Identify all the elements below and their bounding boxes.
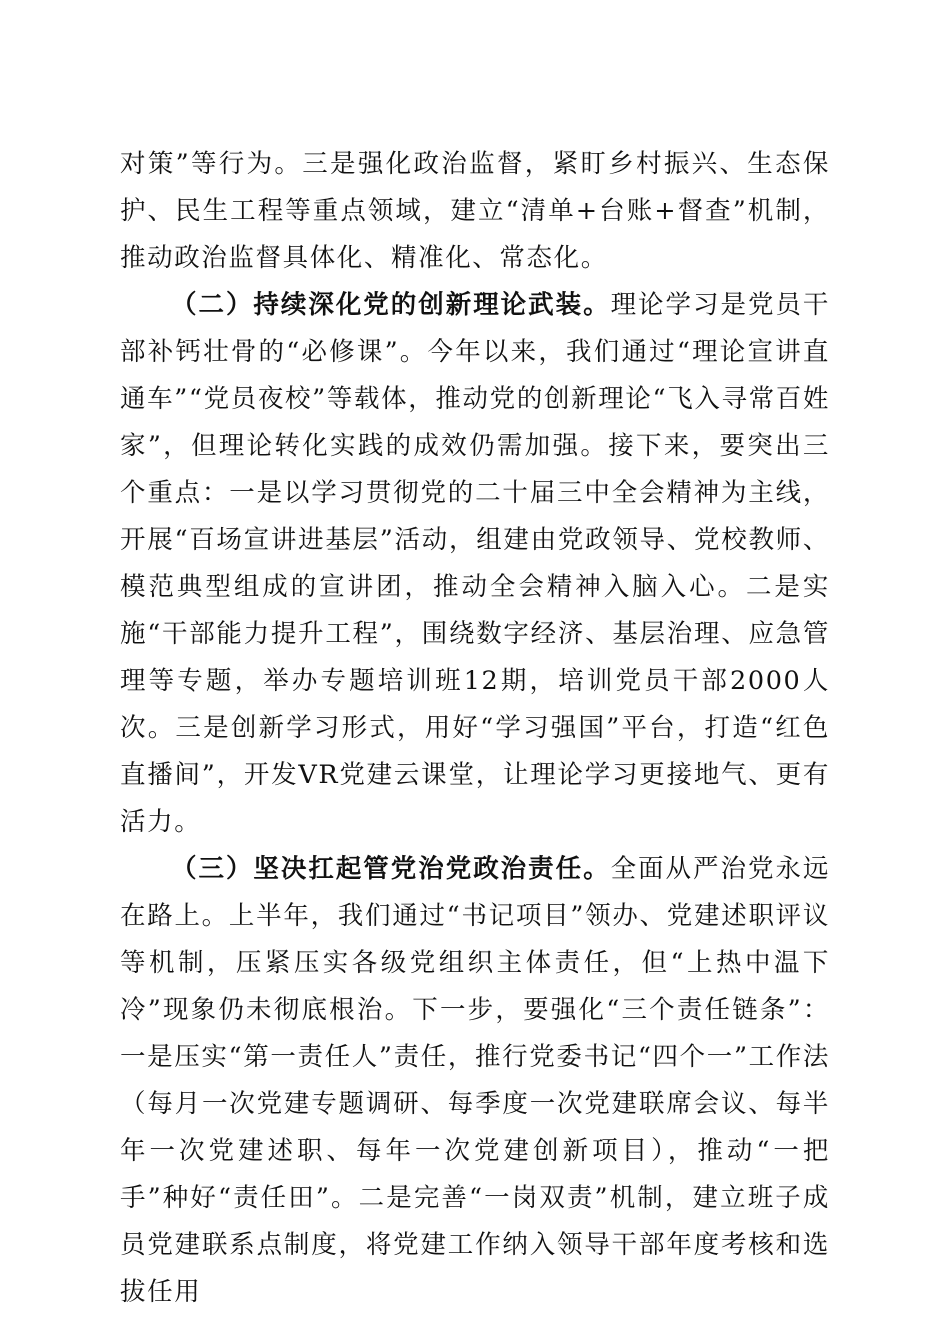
paragraph-1-text: 对策”等行为。三是强化政治监督，紧盯乡村振兴、生态保护、民生工程等重点领域，建立“清单+台账+督查”机制，推动政治监督具体化、精准化、常态化。 <box>120 149 830 273</box>
paragraph-3-heading: （三）坚决扛起管党治党政治责任。 <box>171 854 611 884</box>
paragraph-2-heading: （二）持续深化党的创新理论武装。 <box>171 290 611 320</box>
paragraph-2 <box>120 282 830 846</box>
document-body <box>120 141 830 1316</box>
paragraph-1 <box>120 141 830 282</box>
paragraph-3-text: 全面从严治党永远在路上。上半年，我们通过“书记项目”领办、党建述职评议等机制，压紧压实各级党组织主体责任，但“上热中温下冷”现象仍未彻底根治。下一步，要强化“三个责任链条”：一是压实“第一责任人”责任，推行党委书记“四个一”工作法（每月一次党建专题调研、每季度一次党建联席会议、每半年一次党建述职、每年一次党建创新项目），推动“一把手”种好“责任田”。二是完善“一岗双责”机制，建立班子成员党建联系点制度，将党建工作纳入领导干部年度考核和选拔任用 <box>120 854 830 1307</box>
paragraph-3 <box>120 846 830 1316</box>
paragraph-2-text: 理论学习是党员干部补钙壮骨的“必修课”。今年以来，我们通过“理论宣讲直通车”“党员夜校”等载体，推动党的创新理论“飞入寻常百姓家”，但理论转化实践的成效仍需加强。接下来，要突出三个重点：一是以学习贯彻党的二十届三中全会精神为主线，开展“百场宣讲进基层”活动，组建由党政领导、党校教师、模范典型组成的宣讲团，推动全会精神入脑入心。二是实施“干部能力提升工程”，围绕数字经济、基层治理、应急管理等专题，举办专题培训班12期，培训党员干部2000人次。三是创新学习形式，用好“学习强国”平台，打造“红色直播间”，开发VR党建云课堂，让理论学习更接地气、更有活力。 <box>120 290 830 837</box>
